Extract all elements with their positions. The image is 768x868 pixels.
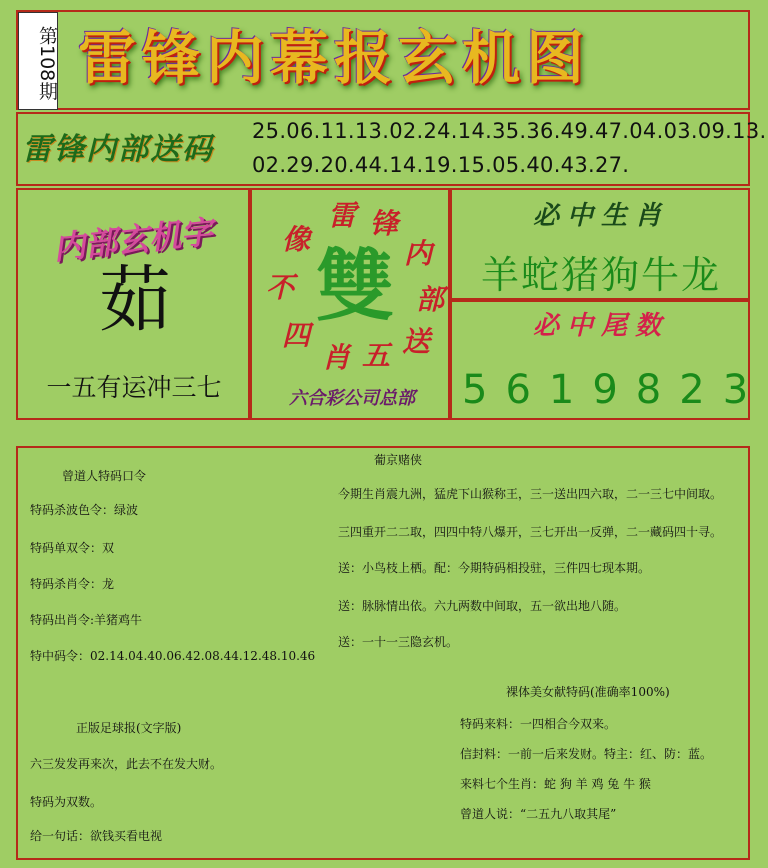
right-line: 信封料：一前一后来发财。特主：红、防：蓝。 <box>460 747 713 761</box>
left-line: 特码杀肖令：龙 <box>30 577 115 591</box>
ring-char: 雷 <box>327 199 356 232</box>
must-tail-label: 必中尾数 <box>532 311 669 341</box>
inside-code-line-1: 25.06.11.13.02.24.14.35.36.49.47.04.03.09.13. <box>252 119 767 143</box>
ring-char: 像 <box>281 223 310 256</box>
right-line: 送：脉脉情出依。六九两数中间取，五一欲出地八随。 <box>338 599 627 613</box>
center-char: 雙 <box>315 241 394 332</box>
left-line: 特码出肖令:羊猪鸡牛 <box>30 613 143 627</box>
right-line: 特码来料：一四相合今双来。 <box>460 717 617 731</box>
left-line: 特中码令：02.14.04.40.06.42.08.44.12.48.10.46 <box>30 649 316 663</box>
left-line: 特码为双数。 <box>30 795 103 809</box>
ring-char: 肖 <box>321 341 350 374</box>
right-line: 来料七个生肖：蛇 狗 羊 鸡 兔 牛 猴 <box>460 777 651 791</box>
left-line: 六三发发再来次，此去不在发大财。 <box>30 757 223 771</box>
inside-code-label: 雷锋内部送码 <box>22 132 214 167</box>
right-line: 送：一十一三隐玄机。 <box>338 635 459 649</box>
must-tail-value: 5619823 <box>462 367 767 413</box>
right-line: 曾道人说：“二五九八取其尾” <box>460 807 617 821</box>
ring-char: 送 <box>401 325 430 358</box>
left-heading-2: 正版足球报(文字版) <box>76 721 182 735</box>
right-line: 三四重开二二取，四四中特八爆开，三七开出一反弹，二一藏码四十寻。 <box>338 525 723 539</box>
left-line: 给一句话：欲钱买看电视 <box>30 829 163 843</box>
left-line: 特码杀波色令：绿波 <box>30 503 139 517</box>
ring-char: 内 <box>403 237 432 270</box>
right-heading: 葡京赌侠 <box>374 453 423 467</box>
right-line: 送：小鸟枝上栖。配：今期特码相投驻，三件四七现本期。 <box>338 561 651 575</box>
must-zodiac-label: 必中生肖 <box>532 201 669 231</box>
mystery-word-label: 内部玄机字 <box>51 212 215 268</box>
ring-char: 四 <box>281 319 310 352</box>
ring-char: 五 <box>361 339 390 372</box>
inside-code-line-2: 02.29.20.44.14.19.15.05.40.43.27. <box>252 153 630 177</box>
page-title: 雷锋内幕报玄机图 <box>78 24 591 92</box>
ring-char: 锋 <box>369 207 398 240</box>
left-line: 特码单双令：双 <box>30 541 115 555</box>
must-zodiac-value: 羊蛇猪狗牛龙 <box>480 253 721 297</box>
left-heading: 曾道人特码口令 <box>62 469 147 483</box>
mystery-phrase: 一五有运冲三七 <box>46 373 222 402</box>
inside-code-numbers <box>252 114 767 182</box>
right-line: 今期生肖震九洲，猛虎下山猴称王，三一送出四六取，二一三七中间取。 <box>338 487 723 501</box>
company-label: 六合彩公司总部 <box>289 388 415 409</box>
right-heading-2: 裸体美女献特码(准确率100%) <box>506 685 670 699</box>
mystery-char: 茹 <box>98 258 171 342</box>
ring-char: 不 <box>265 271 294 304</box>
ring-char: 部 <box>415 283 444 316</box>
issue-number: 第108期 <box>18 12 58 110</box>
